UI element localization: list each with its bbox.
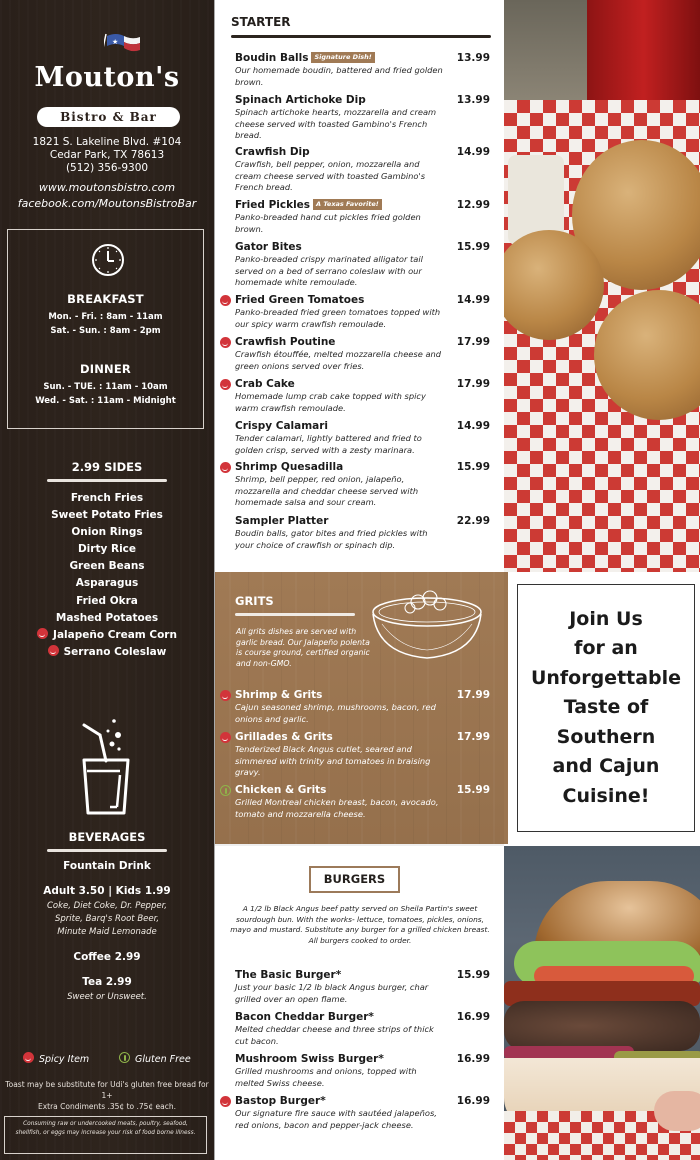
divider [47, 479, 167, 482]
starter-section [215, 0, 505, 572]
svg-text:★: ★ [112, 38, 119, 46]
sides-title: 2.99 SIDES [71, 460, 143, 474]
promo-text: Join Us for an Unforgettable Taste of Southern and Cajun Cuisine! [517, 584, 695, 832]
menu-item: Spinach Artichoke Dip 13.99 Spinach artichoke hearts, mozzarella and cream cheese served with toasted Gambino's French bread. [235, 94, 490, 140]
item-desc: Cajun seasoned shrimp, mushrooms, bacon, red onions and garlic. [235, 702, 436, 724]
fountain-drink-title: Fountain Drink [63, 860, 151, 872]
item-desc: Spinach artichoke hearts, mozzarella and cream cheese served with toasted Gambino's French bread. [235, 107, 437, 140]
menu-item: Gator Bites 15.99 Panko-breaded crispy marinated alligator tail served on a bed of serrano coleslaw with our homemade white remoulade. [235, 241, 490, 287]
menu-item: Crispy Calamari 14.99 Tender calamari, lightly battered and fried to golden crisp, served with a zesty marinara. [235, 420, 490, 455]
menu-item: Grillades & Grits 17.99 Tenderized Black Angus cutlet, seared and simmered with trinity and tomatoes in braising gravy. [235, 731, 490, 779]
fountain-drink-price: Adult 3.50 | Kids 1.99 [43, 885, 171, 897]
item-desc: Grilled Montreal chicken breast, bacon, avocado, tomato and mozzarella cheese. [235, 797, 439, 819]
item-price: 17.99 [456, 336, 490, 348]
item-price: 16.99 [456, 1053, 490, 1065]
side-item: Asparagus [75, 577, 139, 590]
starter-title: STARTER [231, 15, 291, 29]
grits-bowl-icon [370, 590, 485, 662]
spicy-pepper-icon [220, 379, 231, 390]
spicy-pepper-icon [220, 295, 231, 306]
item-price: 14.99 [456, 420, 490, 432]
beverages-title: BEVERAGES [68, 830, 146, 844]
side-item: Dirty Rice [77, 543, 137, 556]
burgers-section [215, 844, 505, 1160]
spicy-pepper-icon [220, 1096, 231, 1107]
restaurant-logo [0, 12, 214, 122]
restaurant-subtitle: Bistro & Bar [37, 107, 180, 127]
item-desc: Grilled mushrooms and onions, topped with melted Swiss cheese. [235, 1066, 417, 1088]
hours-line: Mon. - Fri. : 8am - 11am [48, 312, 163, 322]
notes: Toast may be substitute for Udi's gluten free bread for 1+ Extra Condiments .35¢ to .75¢ each. [5, 1080, 209, 1111]
menu-column [214, 0, 504, 1160]
legend-spicy: Spicy Item [23, 1052, 89, 1065]
side-item: Serrano Coleslaw [0, 644, 214, 661]
address-line-1: 1821 S. Lakeline Blvd. #104 [32, 136, 182, 148]
tea-desc: Sweet or Unsweet. [67, 992, 147, 1002]
menu-item: Shrimp Quesadilla 15.99 Shrimp, bell pepper, red onion, jalapeño, mozzarella and cheddar cheese served with homemade salsa and sour cream. [235, 461, 490, 509]
item-desc: Tenderized Black Angus cutlet, seared and simmered with trinity and tomatoes in braising gravy. [235, 744, 431, 777]
item-price: 13.99 [456, 94, 490, 106]
item-price: 15.99 [456, 784, 490, 796]
side-item: Onion Rings [71, 526, 143, 539]
hours-line: Sat. - Sun. : 8am - 2pm [50, 326, 161, 336]
item-price: 12.99 [456, 199, 490, 211]
wheat-gluten-free-icon [220, 785, 231, 796]
side-item: Green Beans [69, 560, 145, 573]
menu-item: Crawfish Dip 14.99 Crawfish, bell pepper, onion, mozzarella and cream cheese served with toasted Gambino's French bread. [235, 146, 490, 192]
side-item: French Fries [70, 492, 144, 504]
sides-section [0, 460, 214, 661]
spicy-pepper-icon [220, 732, 231, 743]
phone-number[interactable]: (512) 356-9300 [65, 162, 149, 174]
side-item: Sweet Potato Fries [51, 509, 163, 522]
info-sidebar [0, 0, 214, 1160]
menu-item: Fried Green Tomatoes 14.99 Panko-breaded fried green tomatoes topped with our spicy warm crawfish remoulade. [235, 294, 490, 330]
grits-section [215, 572, 505, 844]
menu-item: Bastop Burger* 16.99 Our signature fire sauce with sautéed jalapeños, red onions, bacon and pepper-jack cheese. [235, 1095, 490, 1131]
spicy-pepper-icon [220, 690, 231, 701]
item-desc: Boudin balls, gator bites and fried pickles with your choice of crawfish or spinach dip. [235, 528, 428, 550]
menu-item: Bacon Cheddar Burger* 16.99 Melted cheddar cheese and three strips of thick cut bacon. [235, 1011, 490, 1046]
item-desc: Our homemade boudin, battered and fried golden brown. [235, 65, 443, 87]
side-item: Mashed Potatoes [55, 611, 159, 624]
item-price: 16.99 [456, 1011, 490, 1023]
breakfast-title: BREAKFAST [67, 292, 144, 306]
burgers-intro: A 1/2 lb Black Angus beef patty served on Sheila Partin's sweet sourdough bun. With the works- lettuce, tomatoes, pickles, onions, mayo and mustard. Substitute any burger for a grilled chicken breast. All burgers cooked to order. [230, 904, 490, 945]
wheat-gluten-free-icon [119, 1052, 130, 1063]
hours-line: Wed. - Sat. : 11am - Midnight [35, 396, 176, 406]
texas-flag-icon [104, 32, 144, 64]
item-price: 16.99 [456, 1095, 490, 1107]
menu-item: The Basic Burger* 15.99 Just your basic 1/2 lb black Angus burger, char grilled over an open flame. [235, 969, 490, 1004]
item-desc: Crawfish, bell pepper, onion, mozzarella and cream cheese served with toasted Gambino's French bread. [235, 159, 426, 192]
hours-box [7, 229, 204, 429]
address-line-2: Cedar Park, TX 78613 [49, 149, 165, 161]
divider [235, 613, 355, 616]
item-desc: Tender calamari, lightly battered and fried to golden crisp, served with a zesty marinara. [235, 433, 422, 455]
item-price: 17.99 [456, 378, 490, 390]
item-price: 17.99 [456, 731, 490, 743]
hours-line: Sun. - TUE. : 11am - 10am [43, 382, 168, 392]
menu-item: Crab Cake 17.99 Homemade lump crab cake topped with spicy warm crawfish remoulade. [235, 378, 490, 414]
grits-title: GRITS [235, 594, 274, 608]
signature-badge: Signature Dish! [311, 52, 374, 63]
divider [231, 35, 491, 38]
item-price: 17.99 [456, 689, 490, 701]
drink-cup-icon [80, 713, 136, 817]
divider [47, 849, 167, 852]
dinner-title: DINNER [80, 362, 131, 376]
item-desc: Shrimp, bell pepper, red onion, jalapeño, mozzarella and cheddar cheese served with homemade salsa and sour cream. [235, 474, 419, 507]
address-block [0, 136, 214, 175]
menu-item: Chicken & Grits 15.99 Grilled Montreal chicken breast, bacon, avocado, tomato and mozzarella cheese. [235, 784, 490, 820]
web-links [0, 180, 214, 212]
menu-item: Crawfish Poutine 17.99 Crawfish étouffée, melted mozzarella cheese and green onions served over fries. [235, 336, 490, 372]
texas-favorite-badge: A Texas Favorite! [313, 199, 382, 210]
item-desc: Our signature fire sauce with sautéed jalapeños, red onions, bacon and pepper-jack cheese. [235, 1108, 437, 1130]
website-link[interactable]: www.moutonsbistro.com [38, 181, 176, 194]
item-desc: Panko-breaded fried green tomatoes topped with our spicy warm crawfish remoulade. [235, 307, 441, 329]
dinner-hours [8, 362, 203, 408]
menu-item: Shrimp & Grits 17.99 Cajun seasoned shrimp, mushrooms, bacon, red onions and garlic. [235, 689, 490, 725]
spicy-pepper-icon [220, 462, 231, 473]
side-item: Jalapeño Cream Corn [0, 627, 214, 644]
side-item: Fried Okra [76, 594, 138, 607]
burger-photo [504, 846, 700, 1160]
item-price: 15.99 [456, 241, 490, 253]
breakfast-hours [8, 292, 203, 338]
menu-item: Fried Pickles A Texas Favorite! 12.99 Panko-breaded hand cut pickles fried golden brown. [235, 199, 490, 234]
fountain-drink-desc: Coke, Diet Coke, Dr. Pepper, Sprite, Barq's Root Beer, Minute Maid Lemonade [46, 901, 167, 937]
item-price: 15.99 [456, 969, 490, 981]
burgers-title: BURGERS [309, 866, 400, 893]
photo-column [504, 0, 700, 1160]
item-desc: Panko-breaded hand cut pickles fried golden brown. [235, 212, 421, 234]
grits-intro: All grits dishes are served with garlic bread. Our Jalapeño polenta is course ground, certified organic and non-GMO. [236, 627, 370, 668]
spicy-pepper-icon [37, 628, 48, 639]
spicy-pepper-icon [48, 645, 59, 656]
item-desc: Crawfish étouffée, melted mozzarella cheese and green onions served over fries. [235, 349, 442, 371]
menu-item: Mushroom Swiss Burger* 16.99 Grilled mushrooms and onions, topped with melted Swiss cheese. [235, 1053, 490, 1088]
item-desc: Panko-breaded crispy marinated alligator tail served on a bed of serrano coleslaw with our homemade white remoulade. [235, 254, 423, 287]
promo-panel [504, 572, 700, 844]
item-desc: Just your basic 1/2 lb black Angus burger, char grilled over an open flame. [235, 982, 429, 1004]
restaurant-name: Mouton's [34, 62, 180, 93]
item-price: 14.99 [456, 146, 490, 158]
item-price: 14.99 [456, 294, 490, 306]
tea-price: Tea 2.99 [82, 976, 132, 988]
item-price: 15.99 [456, 461, 490, 473]
facebook-link[interactable]: facebook.com/MoutonsBistroBar [17, 197, 197, 210]
menu-item: Boudin Balls Signature Dish! 13.99 Our homemade boudin, battered and fried golden brown. [235, 52, 490, 87]
item-price: 13.99 [456, 52, 490, 64]
spicy-pepper-icon [220, 337, 231, 348]
beverages-section [0, 830, 214, 1004]
boudin-balls-photo [504, 0, 700, 572]
item-price: 22.99 [456, 515, 490, 527]
menu-item: Sampler Platter 22.99 Boudin balls, gator bites and fried pickles with your choice of crawfish or spinach dip. [235, 515, 490, 550]
spicy-pepper-icon [23, 1052, 34, 1063]
food-safety-warning: Consuming raw or undercooked meats, poultry, seafood, shellfish, or eggs may increase your risk of food borne illness. [4, 1116, 207, 1154]
coffee-price: Coffee 2.99 [73, 951, 141, 963]
item-desc: Homemade lump crab cake topped with spicy warm crawfish remoulade. [235, 391, 426, 413]
item-desc: Melted cheddar cheese and three strips of thick cut bacon. [235, 1024, 434, 1046]
clock-icon [91, 243, 125, 277]
legend-gluten-free: Gluten Free [119, 1052, 191, 1065]
